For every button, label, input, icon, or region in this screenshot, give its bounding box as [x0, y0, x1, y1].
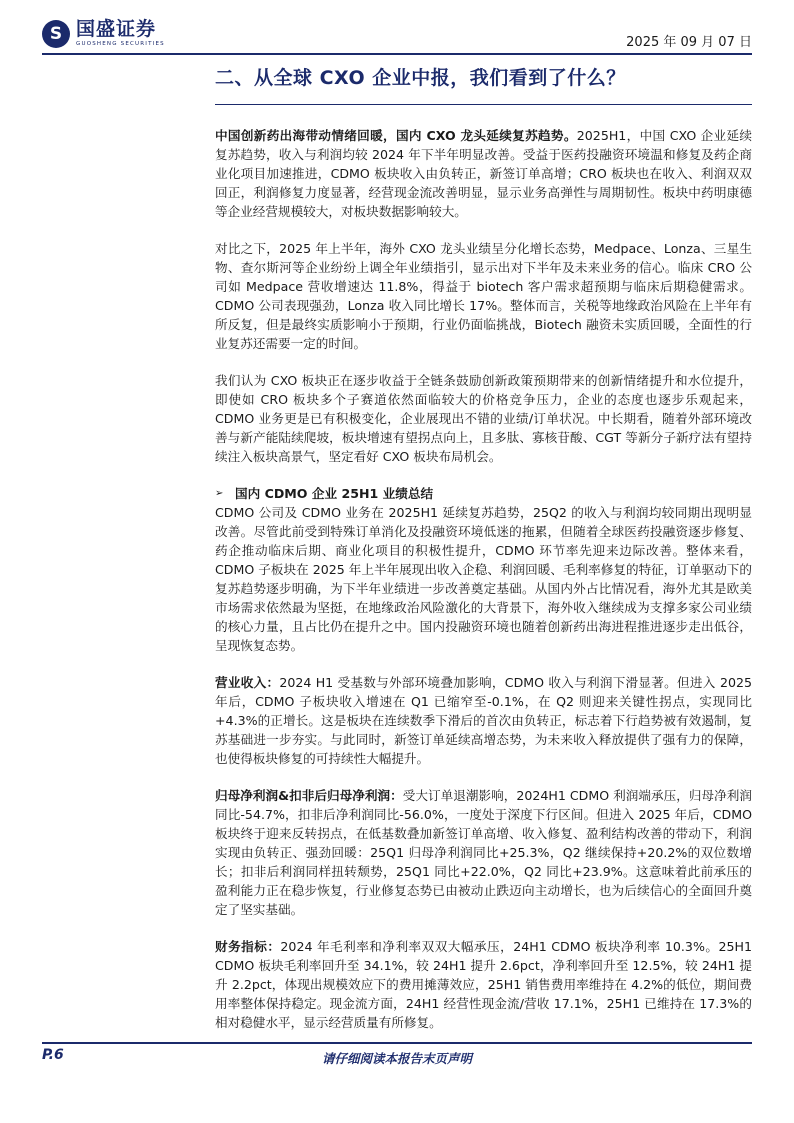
paragraph-lead: 归母净利润&扣非后归母净利润： [215, 788, 403, 803]
sub-heading-text: 国内 CDMO 企业 25H1 业绩总结 [235, 486, 434, 501]
revenue-paragraph [215, 673, 752, 768]
paragraph [215, 371, 752, 466]
paragraph-lead: 营业收入： [215, 675, 280, 690]
paragraph-lead: 中国创新药出海带动情绪回暖，国内 CXO 龙头延续复苏趋势。 [215, 128, 577, 143]
paragraph [215, 126, 752, 221]
paragraph [215, 239, 752, 353]
paragraph-text: 2024 年毛利率和净利率双双大幅承压，24H1 CDMO 板块净利率 10.3%。25H1 CDMO 板块毛利率回升至 34.1%，较 24H1 提升 2.6pct，净利率回升至 12.5%，较 24H1 提升 2.2pct，体现出规模效应下的费用摊薄效应，25H1 销售费用率维持在 4.2%的低位，期间费用率整体保持稳定。现金流方面，24H1 经营性现金流/营收 17.1%，25H1 已维持在 17.3%的相对稳健水平，显示经营质量有所修复。 [215, 939, 752, 1030]
paragraph-lead: 财务指标： [215, 939, 281, 954]
paragraph-text: 2025H1，中国 CXO 企业延续复苏趋势，收入与利润均较 2024 年下半年明显改善。受益于医药投融资环境温和修复及药企商业化项目加速推进，CDMO 板块收入由负转正，新签订单高增；CRO 板块也在收入、利润双双回正，利润修复力度显著，经营现金流改善明显，显示业务高弹性与周期韧性。板块中药明康德等企业经营规模较大，对板块数据影响较大。 [215, 128, 752, 219]
logo-name-en: GUOSHENG SECURITIES [76, 41, 165, 48]
header-divider [42, 53, 752, 55]
footer-disclaimer: 请仔细阅读本报告末页声明 [321, 1051, 472, 1066]
paragraph-text: CDMO 公司及 CDMO 业务在 2025H1 延续复苏趋势，25Q2 的收入与利润均较同期出现明显改善。尽管此前受到特殊订单消化及投融资环境低迷的拖累，但随着全球医药投融资逐步修复、药企推动临床后期、商业化项目的积极性提升，CDMO 环节率先迎来边际改善。整体来看，CDMO 子板块在 2025 年上半年展现出收入企稳、利润回暖、毛利率修复的特征，订单驱动下的复苏趋势逐步明确，为下半年业绩进一步改善奠定基础。从国内外占比情况看，海外尤其是欧美市场需求依然最为坚挺，在地缘政治风险激化的大背景下，海外收入继续成为支撑多家公司业绩的核心力量，且占比仍在提升之中。国内投融资环境也随着创新药出海进程推进逐步走出低谷，呈现恢复态势。 [215, 505, 752, 653]
paragraph-text: 对比之下，2025 年上半年，海外 CXO 龙头业绩呈分化增长态势，Medpace、Lonza、三星生物、查尔斯河等企业纷纷上调全年业绩指引，显示出对下半年及未来业务的信心。临床 CRO 公司如 Medpace 营收增速达 11.8%，得益于 biotech 客户需求超预期与临床后期稳健需求。CDMO 公司表现强劲，Lonza 收入同比增长 17%。整体而言，关税等地缘政治风险在上半年有所反复，但是最终实质影响小于预期，行业仍面临挑战，Biotech 融资未实质回暖，全面性的行业复苏还需要一定的时间。 [215, 241, 752, 351]
logo-icon: S [42, 20, 70, 48]
summary-paragraph [215, 503, 752, 655]
logo-name-cn: 国盛证券 [76, 18, 157, 41]
report-date: 2025 年 09 月 07 日 [626, 35, 752, 50]
paragraph-text: 我们认为 CXO 板块正在逐步收益于全链条鼓励创新政策预期带来的创新情绪提升和水位提升，即使如 CRO 板块多个子赛道依然面临较大的价格竞争压力，企业的态度也逐步乐观起来，CDMO 业务更是已有积极变化，企业展现出不错的业绩/订单状况。中长期看，随着外部环境改善与新产能陆续爬坡，板块增速有望拐点向上，且多肽、寡核苷酸、CGT 等新分子新疗法有望持续注入板块高景气，坚定看好 CXO 板块布局机会。 [215, 373, 752, 464]
financial-metrics-paragraph [215, 937, 752, 1032]
paragraph-text: 受大订单退潮影响，2024H1 CDMO 利润端承压，归母净利润同比-54.7%，扣非后净利润同比-56.0%，一度处于深度下行区间。但进入 2025 年后，CDMO 板块终于迎来反转拐点，在低基数叠加新签订单高增、收入修复、盈利结构改善的带动下，利润实现由负转正、强劲回暖：25Q1 归母净利润同比+25.3%，Q2 继续保持+20.2%的双位数增长；扣非后利润同样扭转颓势，25Q1 同比+22.0%，Q2 同比+23.9%。这意味着此前承压的盈利能力正在稳步恢复，行业修复态势已由被动止跌迈向主动增长，也为后续信心的全面回升奠定了坚实基础。 [215, 788, 752, 917]
arrow-right-icon: ➢ [215, 488, 224, 499]
paragraph-text: 2024 H1 受基数与外部环境叠加影响，CDMO 收入与利润下滑显著。但进入 2025 年后，CDMO 子板块收入增速在 Q1 已缩窄至-0.1%，在 Q2 则迎来关键性拐点，实现同比+4.3%的正增长。这是板块在连续数季下滑后的首次由负转正，标志着下行趋势被有效遏制，复苏基础进一步夯实。与此同时，新签订单延续高增态势，为未来收入释放提供了强有力的保障，也使得板块修复的可持续性大幅提升。 [215, 675, 752, 766]
page-number: P.6 [42, 1047, 64, 1063]
brand-logo [42, 20, 165, 48]
report-body [215, 126, 752, 1050]
sub-heading [215, 484, 752, 503]
profit-paragraph [215, 786, 752, 919]
title-divider [215, 104, 752, 105]
section-title: 二、从全球 CXO 企业中报，我们看到了什么？ [215, 67, 626, 89]
logo-wordmark [76, 20, 165, 48]
footer-divider [42, 1042, 752, 1044]
